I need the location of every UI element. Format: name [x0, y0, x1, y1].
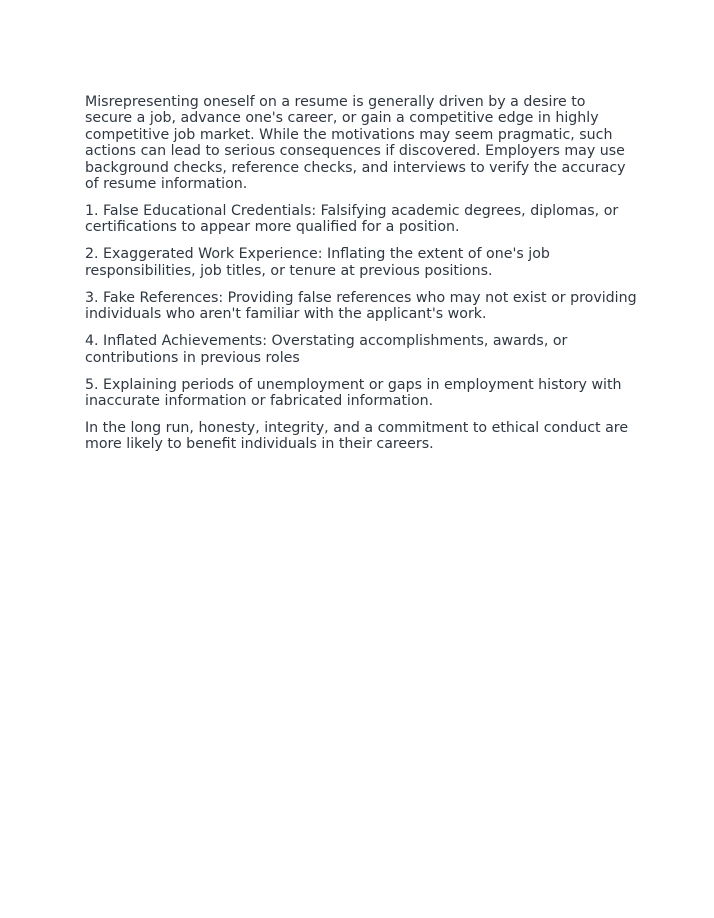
- list-item: 3. Fake References: Providing false references who may not exist or providing individuals who aren't familiar with the applicant's work.: [85, 289, 637, 323]
- document-body: [85, 94, 637, 463]
- list-item: 1. False Educational Credentials: Falsifying academic degrees, diplomas, or certifications to appear more qualified for a position.: [85, 203, 619, 236]
- conclusion-paragraph: In the long run, honesty, integrity, and a commitment to ethical conduct are more likely to benefit individuals in their careers.: [85, 420, 629, 453]
- list-item: 4. Inflated Achievements: Overstating accomplishments, awards, or contributions in previous roles: [85, 333, 568, 366]
- list-item: 5. Explaining periods of unemployment or gaps in employment history with inaccurate information or fabricated information.: [85, 376, 622, 410]
- intro-paragraph: Misrepresenting oneself on a resume is generally driven by a desire to secure a job, advance one's career, or gain a competitive edge in highly competitive job market. While the motivations may seem pragmatic, such actions can lead to serious consequences if discovered. Employers may use background checks, reference checks, and interviews to verify the accuracy of resume information.: [85, 94, 626, 193]
- list-item: 2. Exaggerated Work Experience: Inflating the extent of one's job responsibilities, job titles, or tenure at previous positions.: [85, 246, 550, 279]
